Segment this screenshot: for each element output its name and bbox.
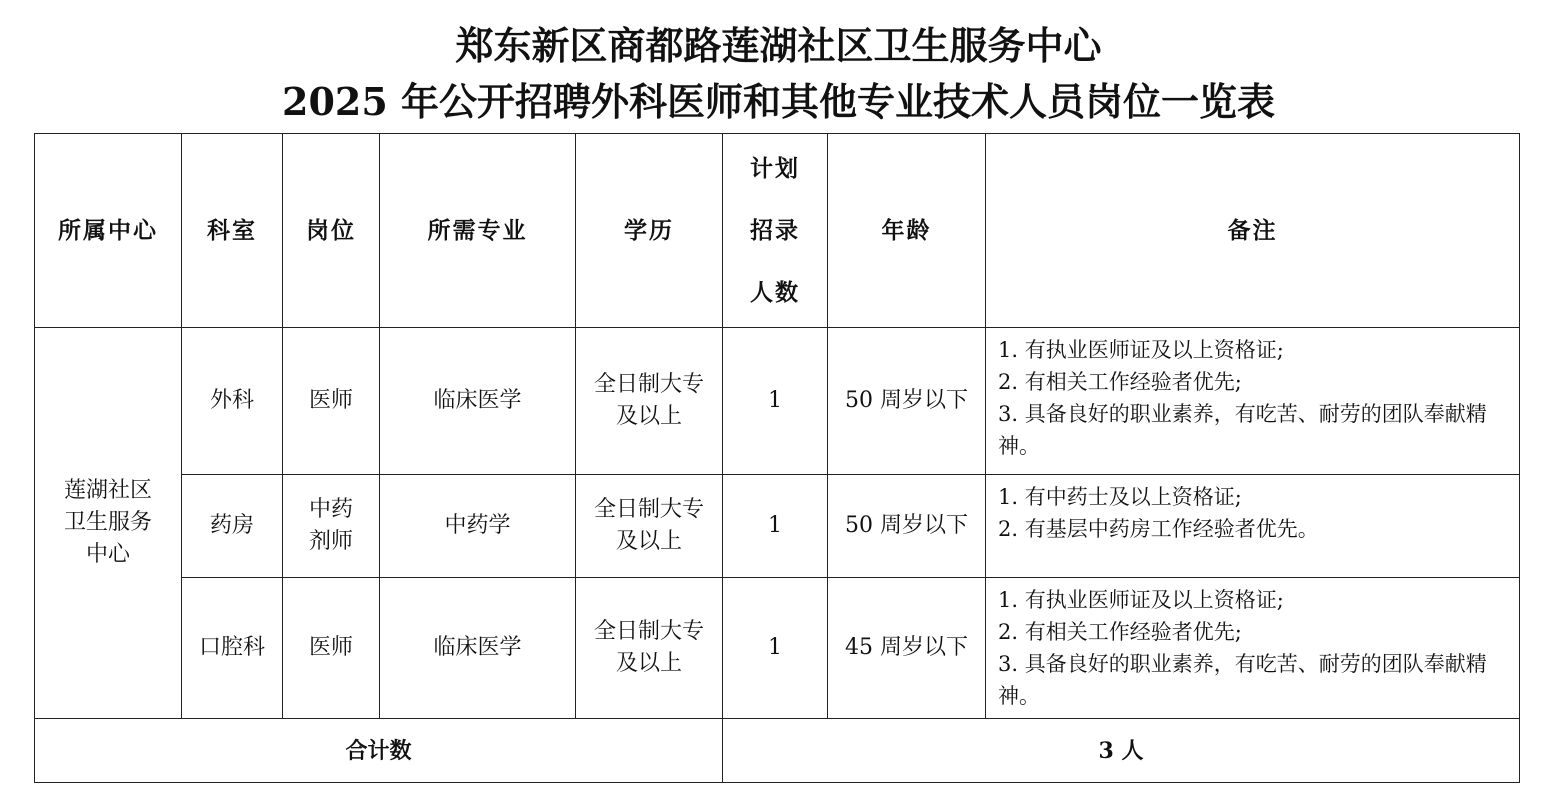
header-plan-count-line: 人数 bbox=[750, 278, 800, 306]
center-name-cell bbox=[35, 328, 182, 719]
count-cell: 1 bbox=[723, 578, 828, 719]
document-title-line-1: 郑东新区商都路莲湖社区卫生服务中心 bbox=[455, 23, 1102, 68]
header-major: 所需专业 bbox=[380, 134, 576, 328]
education-line: 及以上 bbox=[615, 529, 682, 554]
department-cell: 药房 bbox=[182, 475, 283, 578]
note-item: 1. 有中药士及以上资格证; bbox=[998, 485, 1242, 509]
document-title-line-2: 2025 年公开招聘外科医师和其他专业技术人员岗位一览表 bbox=[282, 79, 1275, 124]
header-position: 岗位 bbox=[283, 134, 380, 328]
age-cell: 50 周岁以下 bbox=[828, 328, 986, 475]
header-age: 年龄 bbox=[828, 134, 986, 328]
header-plan-count-line: 招录 bbox=[750, 216, 800, 244]
education-line: 全日制大专 bbox=[593, 497, 704, 522]
education-line: 及以上 bbox=[615, 651, 682, 676]
center-name-line: 中心 bbox=[85, 542, 130, 567]
education-line: 全日制大专 bbox=[593, 372, 704, 397]
education-cell bbox=[576, 578, 723, 719]
position-cell bbox=[283, 328, 380, 475]
note-item: 2. 有相关工作经验者优先; bbox=[998, 370, 1242, 394]
table-row bbox=[35, 328, 1520, 475]
note-item: 3. 具备良好的职业素养，有吃苦、耐劳的团队奉献精神。 bbox=[998, 402, 1487, 458]
position-line: 医师 bbox=[308, 635, 353, 660]
position-cell bbox=[283, 475, 380, 578]
note-item: 1. 有执业医师证及以上资格证; bbox=[998, 588, 1284, 612]
header-plan-count-line: 计划 bbox=[750, 154, 800, 182]
total-row bbox=[35, 719, 1520, 783]
table-row bbox=[35, 475, 1520, 578]
table-row bbox=[35, 578, 1520, 719]
count-cell: 1 bbox=[723, 328, 828, 475]
note-item: 2. 有相关工作经验者优先; bbox=[998, 620, 1242, 644]
position-line: 剂师 bbox=[308, 529, 353, 554]
position-cell bbox=[283, 578, 380, 719]
age-cell: 50 周岁以下 bbox=[828, 475, 986, 578]
header-center: 所属中心 bbox=[35, 134, 182, 328]
position-line: 医师 bbox=[308, 388, 353, 413]
major-cell: 临床医学 bbox=[380, 578, 576, 719]
center-name-line: 莲湖社区 bbox=[63, 478, 152, 503]
header-notes: 备注 bbox=[986, 134, 1520, 328]
recruitment-table bbox=[34, 133, 1520, 783]
note-item: 1. 有执业医师证及以上资格证; bbox=[998, 338, 1284, 362]
note-item: 2. 有基层中药房工作经验者优先。 bbox=[998, 517, 1319, 541]
total-label: 合计数 bbox=[35, 719, 723, 783]
header-department: 科室 bbox=[182, 134, 283, 328]
header-education: 学历 bbox=[576, 134, 723, 328]
department-cell: 外科 bbox=[182, 328, 283, 475]
education-line: 全日制大专 bbox=[593, 619, 704, 644]
center-name-line: 卫生服务 bbox=[63, 510, 152, 535]
note-item: 3. 具备良好的职业素养，有吃苦、耐劳的团队奉献精神。 bbox=[998, 652, 1487, 708]
notes-cell bbox=[986, 578, 1520, 719]
position-line: 中药 bbox=[308, 497, 353, 522]
total-value: 3 人 bbox=[723, 719, 1520, 783]
table-header-row bbox=[35, 134, 1520, 328]
department-cell: 口腔科 bbox=[182, 578, 283, 719]
notes-cell bbox=[986, 475, 1520, 578]
age-cell: 45 周岁以下 bbox=[828, 578, 986, 719]
notes-cell bbox=[986, 328, 1520, 475]
education-cell bbox=[576, 328, 723, 475]
major-cell: 临床医学 bbox=[380, 328, 576, 475]
major-cell: 中药学 bbox=[380, 475, 576, 578]
count-cell: 1 bbox=[723, 475, 828, 578]
education-line: 及以上 bbox=[615, 404, 682, 429]
education-cell bbox=[576, 475, 723, 578]
header-plan-count bbox=[723, 134, 828, 328]
